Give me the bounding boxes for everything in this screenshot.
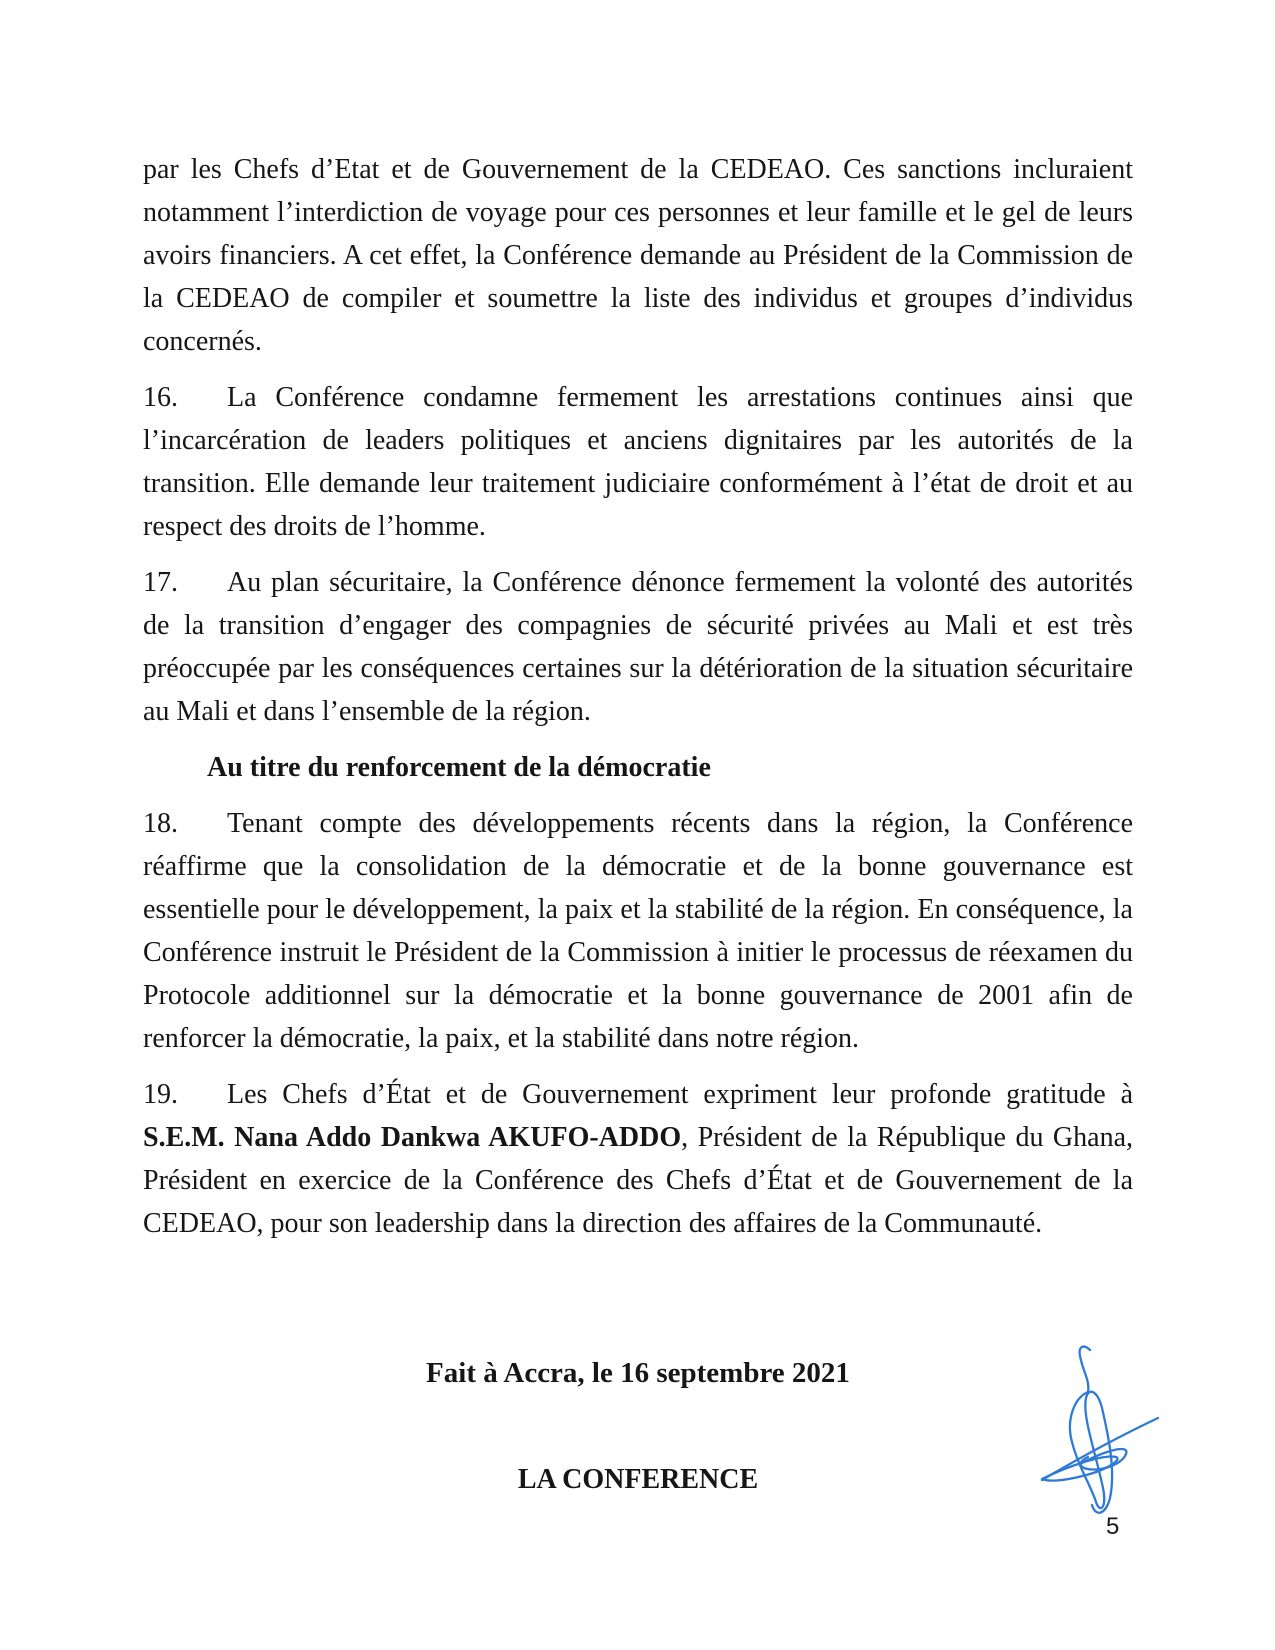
paragraph-number: 17. [143,567,178,598]
signature [1028,1342,1168,1527]
page-content [143,148,1133,1258]
date-line: Fait à Accra, le 16 septembre 2021 [426,1357,850,1389]
paragraph-number: 19. [143,1079,178,1110]
paragraph-17 [143,561,1133,733]
page-number: 5 [1106,1513,1120,1540]
paragraph-text: Au plan sécuritaire, la Conférence dénonce fermement la volonté des autorités de la transition d’engager des compagnies de sécurité privées au Mali et est très préoccupée par les conséquences certaines sur la détérioration de la situation sécuritaire au Mali et dans l’ensemble de la région. [143,567,1133,727]
paragraph-number: 18. [143,808,178,839]
bold-name-akufo-addo: S.E.M. Nana Addo Dankwa AKUFO-ADDO [143,1122,682,1153]
paragraph-text: par les Chefs d’Etat et de Gouvernement de la CEDEAO. Ces sanctions incluraient notamment l’interdiction de voyage pour ces personnes et leur famille et le gel de leurs avoirs financiers. A cet effet, la Conférence demande au Président de la Commission de la CEDEAO de compiler et soumettre la liste des individus et groupes d’individus concernés. [143,154,1133,357]
paragraph-text: La Conférence condamne fermement les arrestations continues ainsi que l’incarcération de leaders politiques et anciens dignitaires par les autorités de la transition. Elle demande leur traitement judiciaire conformément à l’état de droit et au respect des droits de l’homme. [143,382,1133,542]
section-heading: Au titre du renforcement de la démocratie [207,752,711,783]
paragraph-number: 16. [143,382,178,413]
paragraph-16 [143,376,1133,548]
paragraph-15-continuation [143,148,1133,363]
paragraph-text: Tenant compte des développements récents dans la région, la Conférence réaffirme que la consolidation de la démocratie et de la bonne gouvernance est essentielle pour le développement, la paix et la stabilité de la région. En conséquence, la Conférence instruit le Président de la Commission à initier le processus de réexamen du Protocole additionnel sur la démocratie et la bonne gouvernance de 2001 afin de renforcer la démocratie, la paix, et la stabilité dans notre région. [143,808,1133,1054]
paragraph-19 [143,1073,1133,1245]
signature-scribble-icon [1028,1342,1168,1527]
paragraph-text-before: Les Chefs d’État et de Gouvernement expriment leur profonde gratitude à [227,1079,1133,1110]
paragraph-text-after: , Président de la République du Ghana, Président en exercice de la Conférence des Chefs d’État et de Gouvernement de la CEDEAO, pour son leadership dans la direction des affaires de la Communauté. [143,1122,1134,1239]
paragraph-18 [143,802,1133,1060]
conference-title: LA CONFERENCE [517,1464,759,1495]
